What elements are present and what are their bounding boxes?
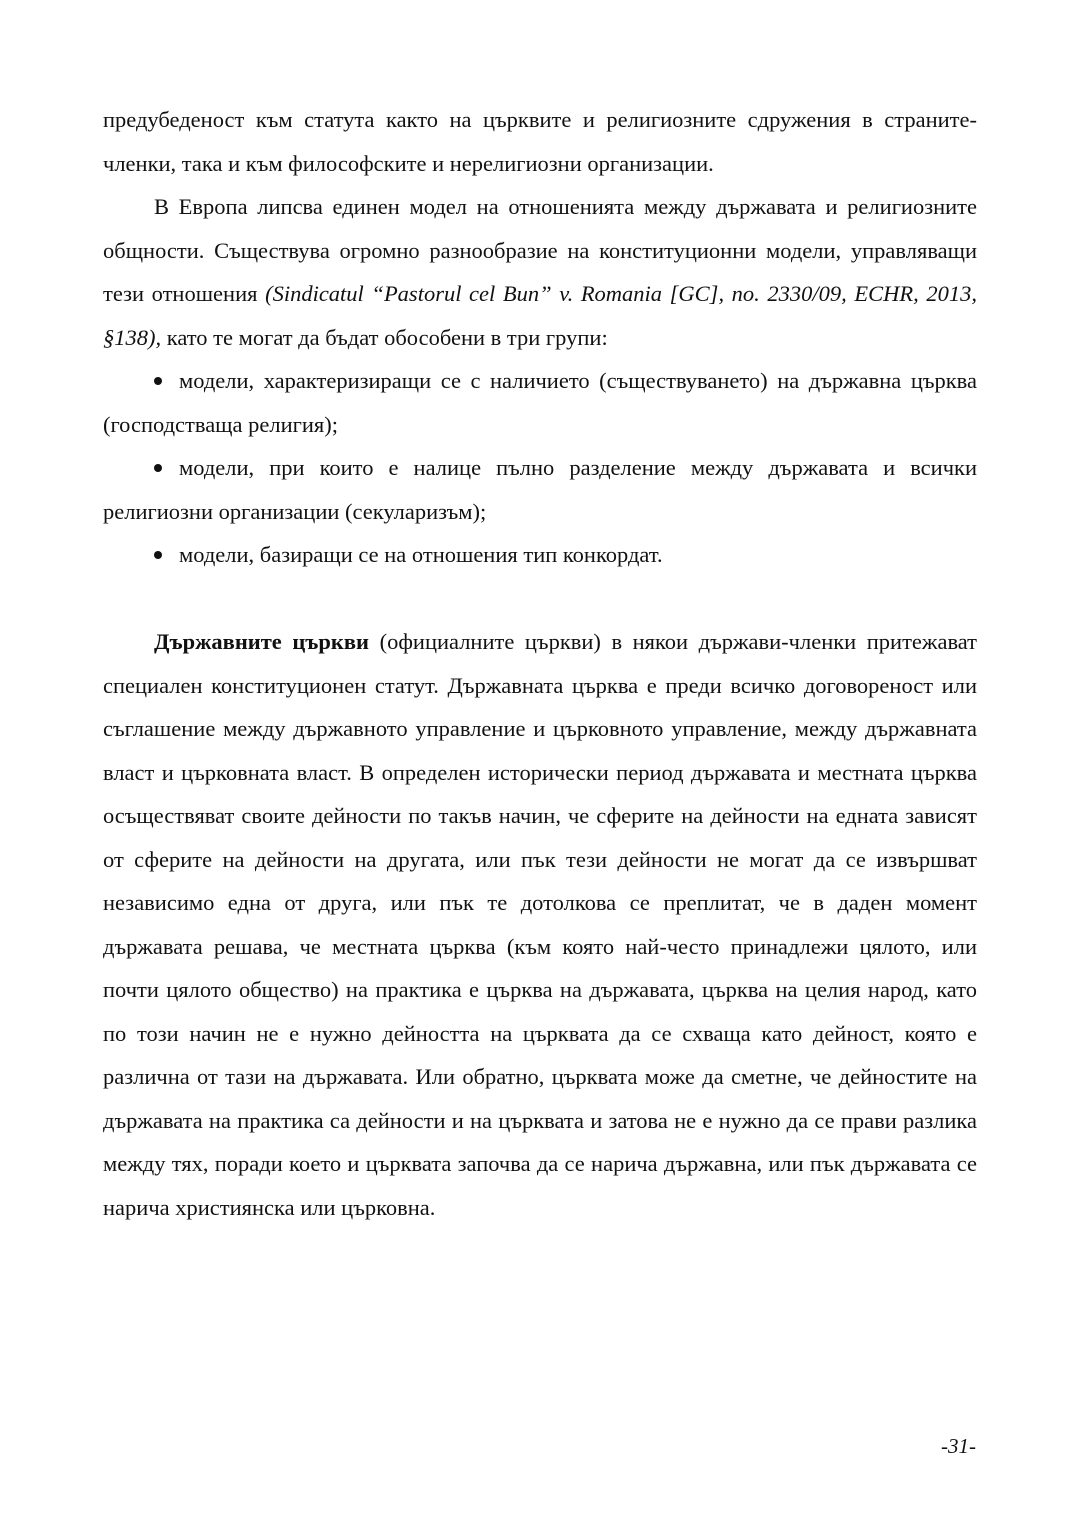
paragraph-text: В Европа липсва единен модел на отношенията между държавата и религиозните общности. Съществува огромно разнообразие на конституционни модели, управляващи тези отношения xyxy=(103,194,977,306)
paragraph-state-churches xyxy=(103,620,977,1229)
bullet-item-concordat xyxy=(103,533,977,577)
bullet-icon xyxy=(154,446,179,490)
bullet-item-state-church xyxy=(103,359,977,446)
page-number: -31- xyxy=(941,1434,976,1458)
bullet-icon xyxy=(154,359,179,403)
bullet-item-secularism xyxy=(103,446,977,533)
case-reference: (Sindicatul “Pastorul cel Bun” v. Romania [GC], no. 2330/09, ECHR, 2013, §138), xyxy=(103,281,978,350)
paragraph-continuation: предубеденост към статута както на църквите и религиозните сдружения в страните-членки, така и към философските и нерелигиозни организации. xyxy=(103,107,977,176)
paragraph-text: (официалните църкви) в някои държави-членки притежават специален конституционен статут. Държавната църква е преди всичко договореност или съглашение между държавното управление и църковното управление, между държавната власт и църковната власт. В определен исторически период държавата и местната църква осъществяват своите дейности по такъв начин, че сферите на дейности на едната зависят от сферите на дейности на другата, или пък тези дейности не могат да се извършват независимо една от друга, или пък те дотолкова се преплитат, че в даден момент държавата решава, че местната църква (към която най-често принадлежи цялото, или почти цялото общество) на практика е църква на държавата, църква на целия народ, като по този начин не е нужно дейността на църквата да се схваща като дейност, която е различна от тази на държавата. Или обратно, църквата може да сметне, че дейностите на държавата на практика са дейности и на църквата и затова не е нужно да се прави разлика между тях, поради което и църквата започва да се нарича държавна, или пък държавата се нарича християнска или църковна. xyxy=(103,629,978,1220)
page-body xyxy=(103,98,977,1229)
paragraph-european-models xyxy=(103,185,977,359)
bullet-text: модели, характеризиращи се с наличието (съществуването) на държавна църква (господстваща религия); xyxy=(103,368,977,437)
paragraph-text-end: като те могат да бъдат обособени в три групи: xyxy=(161,324,608,350)
bullet-icon xyxy=(154,533,179,577)
bullet-text: модели, при които е налице пълно разделение между държавата и всички религиозни организации (секуларизъм); xyxy=(103,455,977,524)
paragraph-spacer xyxy=(103,577,977,621)
bullet-text: модели, базиращи се на отношения тип конкордат. xyxy=(179,542,663,567)
bold-term: Държавните църкви xyxy=(154,629,370,654)
